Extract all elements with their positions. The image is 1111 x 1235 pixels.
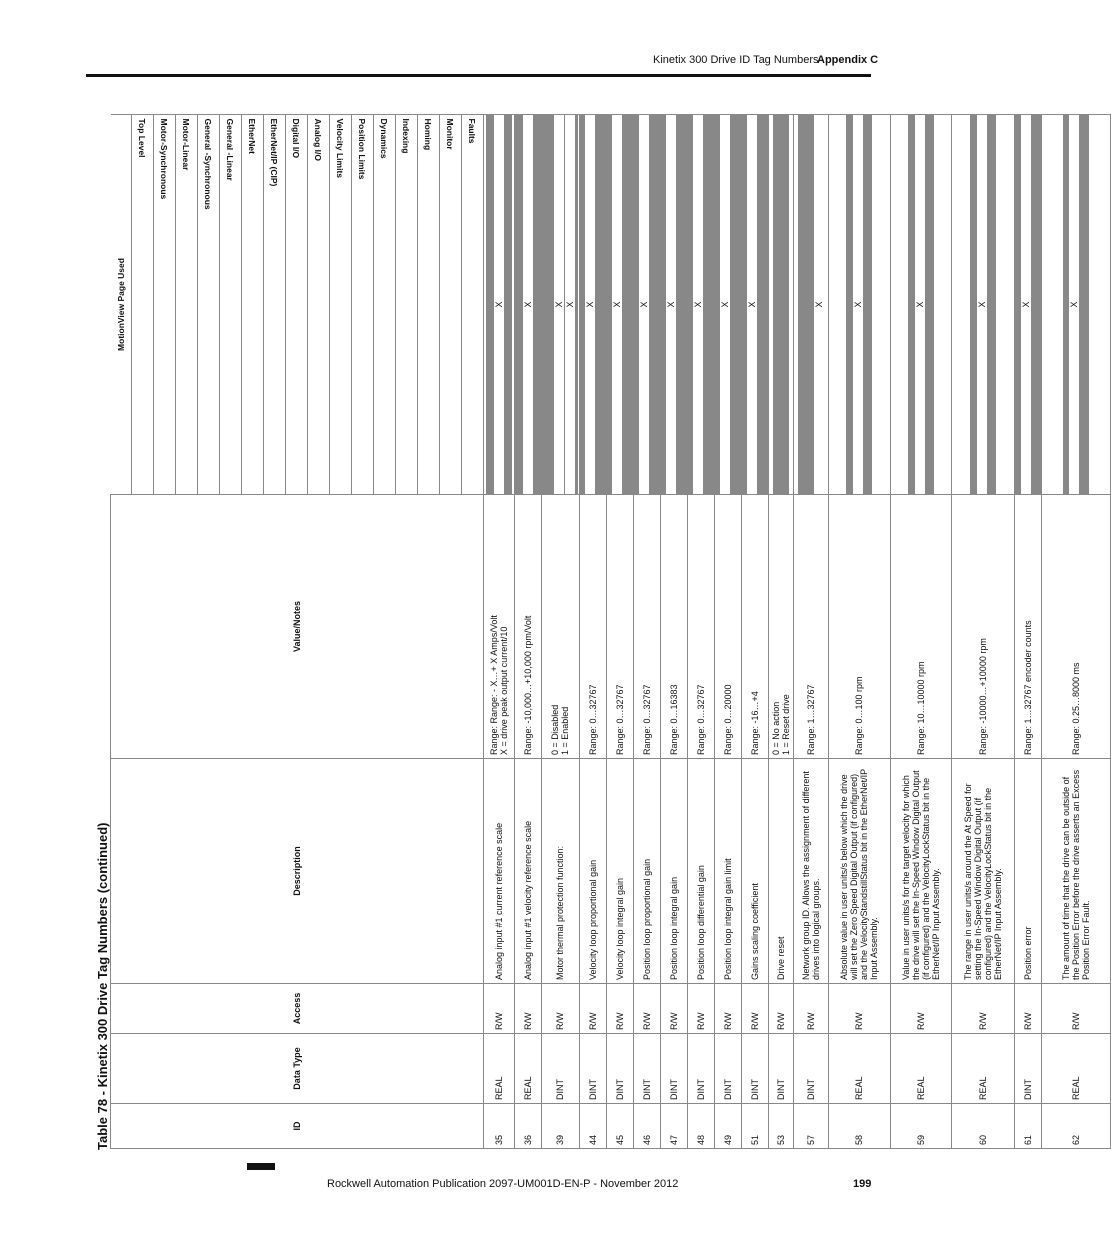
tag-data-type: DINT — [741, 1034, 768, 1104]
col-header-motionview-page — [175, 115, 197, 495]
motionview-page-label: General -Synchronous — [203, 119, 213, 211]
table-row — [741, 115, 768, 1149]
motionview-page-label: EtherNet/IP (CIP) — [269, 119, 279, 187]
tag-description: Velocity loop proportional gain — [579, 759, 606, 984]
tag-description: The range in user units/s around the At Speed for setting the In-Speed Window Digital Output (if configured) and the VelocityLockStatus bit in the EtherNet/IP Input Assembly. — [951, 759, 1014, 984]
rotated-table-container — [110, 114, 1091, 1149]
tag-description: Value in user units/s for the target velocity for which the drive will set the In-Speed Window Digital Output (if configured) and the VelocityLockStatus bit in the EtherNet/IP Input Assembly. — [890, 759, 951, 984]
motionview-mark — [686, 115, 687, 494]
tag-access: R/W — [890, 984, 951, 1034]
table-row — [687, 115, 714, 1149]
table-row — [483, 115, 514, 1149]
col-header-motionview-page — [241, 115, 263, 495]
tag-id: 59 — [890, 1104, 951, 1149]
footer-publication: Rockwell Automation Publication 2097-UM001D-EN-P - November 2012 — [327, 1178, 679, 1190]
tag-data-type: REAL — [1041, 1034, 1110, 1104]
motionview-marks — [687, 115, 714, 495]
motionview-page-label: Monitor — [445, 119, 455, 151]
tag-id: 35 — [483, 1104, 514, 1149]
motionview-mark: X — [665, 115, 676, 494]
tag-data-type: DINT — [714, 1034, 741, 1104]
tag-data-type: DINT — [687, 1034, 714, 1104]
tag-id: 46 — [633, 1104, 660, 1149]
tag-description: Position loop integral gain limit — [714, 759, 741, 984]
motionview-marks — [768, 115, 793, 495]
tag-data-type: REAL — [828, 1034, 890, 1104]
tag-access: R/W — [514, 984, 541, 1034]
motionview-mark — [767, 115, 768, 494]
motionview-mark — [788, 115, 789, 494]
col-header-motionview-page — [395, 115, 417, 495]
tag-data-type: REAL — [483, 1034, 514, 1104]
tag-description: The amount of time that the drive can be outside of the Position Error before the drive asserts an Excess Position Error Fault. — [1041, 759, 1110, 984]
motionview-mark: X — [522, 115, 533, 494]
table-row — [541, 115, 579, 1149]
tag-data-type: DINT — [606, 1034, 633, 1104]
tag-access: R/W — [633, 984, 660, 1034]
tag-id: 57 — [793, 1104, 828, 1149]
tag-value-notes: Range: 1…32767 encoder counts — [1014, 495, 1041, 759]
motionview-marks — [951, 115, 1014, 495]
running-header-title: Kinetix 300 Drive ID Tag Numbers — [653, 54, 819, 66]
page-number: 199 — [853, 1178, 872, 1190]
tag-value-notes: Range: -16…+4 — [741, 495, 768, 759]
tag-data-type: DINT — [793, 1034, 828, 1104]
table-row — [579, 115, 606, 1149]
tag-access: R/W — [483, 984, 514, 1034]
col-header-motionview-page — [197, 115, 219, 495]
motionview-page-label: Indexing — [401, 119, 411, 154]
motionview-page-label: Position Limits — [357, 119, 367, 180]
tag-data-type: REAL — [514, 1034, 541, 1104]
motionview-page-label: Digital I/O — [291, 119, 301, 159]
col-header-motionview-group: MotionView Page Used — [111, 115, 132, 495]
tag-description: Analog input #1 current reference scale — [483, 759, 514, 984]
tag-id: 44 — [579, 1104, 606, 1149]
motionview-mark — [540, 115, 541, 494]
motionview-mark: X — [584, 115, 595, 494]
motionview-marks — [1041, 115, 1110, 495]
tag-access: R/W — [793, 984, 828, 1034]
motionview-marks — [714, 115, 741, 495]
page-tab-marker — [247, 1163, 275, 1170]
tag-access: R/W — [828, 984, 890, 1034]
tag-description: Network group ID. Allows the assignment of different drives into logical groups. — [793, 759, 828, 984]
tag-id: 62 — [1041, 1104, 1110, 1149]
motionview-marks — [514, 115, 541, 495]
tag-value-notes: 0 = Disabled 1 = Enabled — [541, 495, 579, 759]
tag-value-notes: Range: 10…10000 rpm — [890, 495, 951, 759]
motionview-marks — [828, 115, 890, 495]
tag-value-notes: 0 = No action 1 = Reset drive — [768, 495, 793, 759]
tag-access: R/W — [768, 984, 793, 1034]
tag-description: Gains scaling coefficient — [741, 759, 768, 984]
motionview-mark: X — [564, 115, 575, 494]
col-header-motionview-page — [461, 115, 483, 495]
motionview-mark: X — [976, 115, 987, 494]
table-row — [1041, 115, 1110, 1149]
motionview-mark — [713, 115, 714, 494]
motionview-page-label: Motor-Linear — [181, 119, 191, 171]
tag-description: Motor thermal protection function: — [541, 759, 579, 984]
motionview-marks — [541, 115, 579, 495]
motionview-page-label: Analog I/O — [313, 119, 323, 162]
tag-description: Position error — [1014, 759, 1041, 984]
motionview-page-label: Homing — [423, 119, 433, 151]
motionview-page-label: Faults — [467, 119, 477, 145]
tag-id: 53 — [768, 1104, 793, 1149]
table-row — [951, 115, 1014, 1149]
motionview-page-label: Dynamics — [379, 119, 389, 160]
motionview-mark — [659, 115, 660, 494]
tag-access: R/W — [606, 984, 633, 1034]
tag-id: 49 — [714, 1104, 741, 1149]
col-header-motionview-page — [131, 115, 153, 495]
motionview-marks — [483, 115, 514, 495]
tag-value-notes: Range: -10000…+10000 rpm — [951, 495, 1014, 759]
tag-access: R/W — [660, 984, 687, 1034]
motionview-marks — [1014, 115, 1041, 495]
tag-id: 45 — [606, 1104, 633, 1149]
table-row — [660, 115, 687, 1149]
col-header-motionview-page — [153, 115, 175, 495]
motionview-mark: X — [611, 115, 622, 494]
motionview-mark — [632, 115, 633, 494]
motionview-mark — [995, 115, 996, 494]
motionview-mark — [577, 115, 578, 494]
tag-description: Position loop integral gain — [660, 759, 687, 984]
col-header-data-type: Data Type — [111, 1034, 484, 1104]
motionview-page-label: General -Linear — [225, 119, 235, 182]
motionview-mark: X — [914, 115, 925, 494]
col-header-motionview-page — [351, 115, 373, 495]
col-header-value-notes: Value/Notes — [111, 495, 484, 759]
motionview-marks — [793, 115, 828, 495]
tag-data-type: DINT — [768, 1034, 793, 1104]
tag-id: 48 — [687, 1104, 714, 1149]
tag-description: Velocity loop integral gain — [606, 759, 633, 984]
tag-value-notes: Range: -10,000…+10,000 rpm/Volt — [514, 495, 541, 759]
tag-access: R/W — [714, 984, 741, 1034]
col-header-description: Description — [111, 759, 484, 984]
tag-id: 47 — [660, 1104, 687, 1149]
col-header-motionview-page — [263, 115, 285, 495]
table-row — [1014, 115, 1041, 1149]
motionview-mark: X — [553, 115, 564, 494]
tag-data-type: DINT — [660, 1034, 687, 1104]
tag-description: Drive reset — [768, 759, 793, 984]
motionview-mark: X — [746, 115, 757, 494]
tag-data-type: DINT — [579, 1034, 606, 1104]
col-header-access: Access — [111, 984, 484, 1034]
table-row — [514, 115, 541, 1149]
motionview-page-label: Motor-Synchronous — [159, 119, 169, 200]
motionview-marks — [660, 115, 687, 495]
tag-access: R/W — [1014, 984, 1041, 1034]
motionview-mark — [871, 115, 872, 494]
tag-id: 39 — [541, 1104, 579, 1149]
tag-value-notes: Range: 0…16383 — [660, 495, 687, 759]
tag-data-type: REAL — [951, 1034, 1014, 1104]
table-row — [828, 115, 890, 1149]
motionview-page-label: Velocity Limits — [335, 119, 345, 179]
col-header-motionview-page — [439, 115, 461, 495]
motionview-marks — [890, 115, 951, 495]
tag-description: Analog input #1 velocity reference scale — [514, 759, 541, 984]
tag-id: 61 — [1014, 1104, 1041, 1149]
motionview-page-label: EtherNet — [247, 119, 257, 155]
tag-value-notes: Range: 0…32767 — [579, 495, 606, 759]
motionview-marks — [606, 115, 633, 495]
tag-value-notes: Range: Range: - X…+ X Amps/Volt X = drive peak output current/10 — [483, 495, 514, 759]
motionview-mark — [1088, 115, 1089, 494]
tag-access: R/W — [541, 984, 579, 1034]
table-row — [793, 115, 828, 1149]
motionview-mark — [605, 115, 606, 494]
col-header-id: ID — [111, 1104, 484, 1149]
tag-data-type: REAL — [890, 1034, 951, 1104]
tag-value-notes: Range: 0…20000 — [714, 495, 741, 759]
tag-data-type: DINT — [1014, 1034, 1041, 1104]
tag-value-notes: Range: 0…100 rpm — [828, 495, 890, 759]
tag-id: 36 — [514, 1104, 541, 1149]
table-row — [714, 115, 741, 1149]
tag-description: Position loop differential gain — [687, 759, 714, 984]
tag-access: R/W — [687, 984, 714, 1034]
tag-value-notes: Range: 0.25…8000 ms — [1041, 495, 1110, 759]
tag-id: 60 — [951, 1104, 1014, 1149]
table-row — [768, 115, 793, 1149]
motionview-mark: X — [813, 115, 824, 494]
tag-data-type: DINT — [541, 1034, 579, 1104]
motionview-mark: X — [852, 115, 863, 494]
motionview-mark: X — [719, 115, 730, 494]
motionview-mark: X — [638, 115, 649, 494]
tag-value-notes: Range: 0…32767 — [687, 495, 714, 759]
table-caption: Table 78 - Kinetix 300 Drive Tag Numbers (continued) — [95, 822, 110, 1150]
tag-access: R/W — [1041, 984, 1110, 1034]
tag-access: R/W — [579, 984, 606, 1034]
motionview-mark — [1040, 115, 1041, 494]
motionview-marks — [741, 115, 768, 495]
tag-value-notes: Range: 1…32767 — [793, 495, 828, 759]
tag-id: 51 — [741, 1104, 768, 1149]
motionview-page-label: Top Level — [137, 119, 147, 159]
tag-value-notes: Range: 0…32767 — [633, 495, 660, 759]
col-header-motionview-page — [373, 115, 395, 495]
tag-data-type: DINT — [633, 1034, 660, 1104]
col-header-motionview-page — [219, 115, 241, 495]
table-row — [890, 115, 951, 1149]
motionview-mark: X — [1068, 115, 1079, 494]
header-rule — [86, 74, 871, 77]
col-header-motionview-page — [307, 115, 329, 495]
motionview-marks — [633, 115, 660, 495]
table-row — [633, 115, 660, 1149]
col-header-motionview-page — [417, 115, 439, 495]
tag-access: R/W — [951, 984, 1014, 1034]
tag-description: Position loop proportional gain — [633, 759, 660, 984]
tag-value-notes: Range: 0…32767 — [606, 495, 633, 759]
motionview-mark: X — [692, 115, 703, 494]
tag-description: Absolute value in user units/s below which the drive will set the Zero Speed Digital Output (if configured) and the VelocityStandstillStatus bit in the EtherNet/IP Input Assembly. — [828, 759, 890, 984]
motionview-mark — [933, 115, 934, 494]
motionview-mark — [511, 115, 512, 494]
tag-access: R/W — [741, 984, 768, 1034]
col-header-motionview-page — [285, 115, 307, 495]
col-header-motionview-page — [329, 115, 351, 495]
table-row — [606, 115, 633, 1149]
tag-id: 58 — [828, 1104, 890, 1149]
running-header-appendix: Appendix C — [817, 54, 879, 66]
drive-tag-table — [110, 114, 1111, 1149]
motionview-mark: X — [1020, 115, 1031, 494]
motionview-marks — [579, 115, 606, 495]
motionview-mark — [740, 115, 741, 494]
motionview-mark: X — [493, 115, 504, 494]
